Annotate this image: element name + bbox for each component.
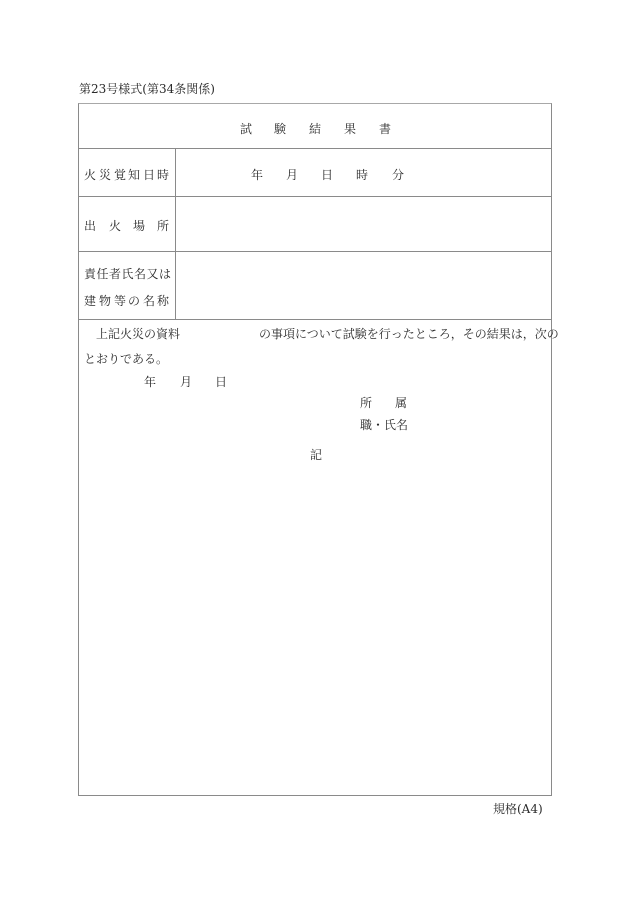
intro-text-line2: とおりである。 [84, 352, 169, 366]
intro-text-part1: 上記火災の資料 [96, 327, 181, 341]
hour-unit: 時 [356, 168, 369, 182]
row-divider [78, 148, 552, 149]
title-char: 果 [344, 122, 357, 136]
form-number: 第23号様式(第34条関係) [79, 82, 215, 96]
record-label: 記 [310, 448, 323, 462]
title-char: 結 [309, 122, 322, 136]
month-unit: 月 [180, 375, 193, 389]
minute-unit: 分 [392, 168, 405, 182]
year-unit: 年 [144, 375, 157, 389]
month-unit: 月 [286, 168, 299, 182]
paper-size-spec: 規格(A4) [493, 802, 543, 816]
fire-origin-location-field[interactable] [176, 197, 551, 251]
title-char: 試 [240, 122, 253, 136]
intro-text-part2: の事項について試験を行ったところ，その結果は，次の [259, 327, 559, 341]
day-unit: 日 [321, 168, 334, 182]
results-area[interactable] [80, 465, 550, 793]
title-char: 験 [274, 122, 287, 136]
responsible-person-field[interactable] [176, 252, 551, 319]
title-char: 書 [379, 122, 392, 136]
year-unit: 年 [251, 168, 264, 182]
row-divider [78, 319, 552, 320]
material-name-field[interactable] [180, 322, 256, 340]
title-name-label: 職・氏名 [360, 418, 409, 432]
day-unit: 日 [215, 375, 228, 389]
